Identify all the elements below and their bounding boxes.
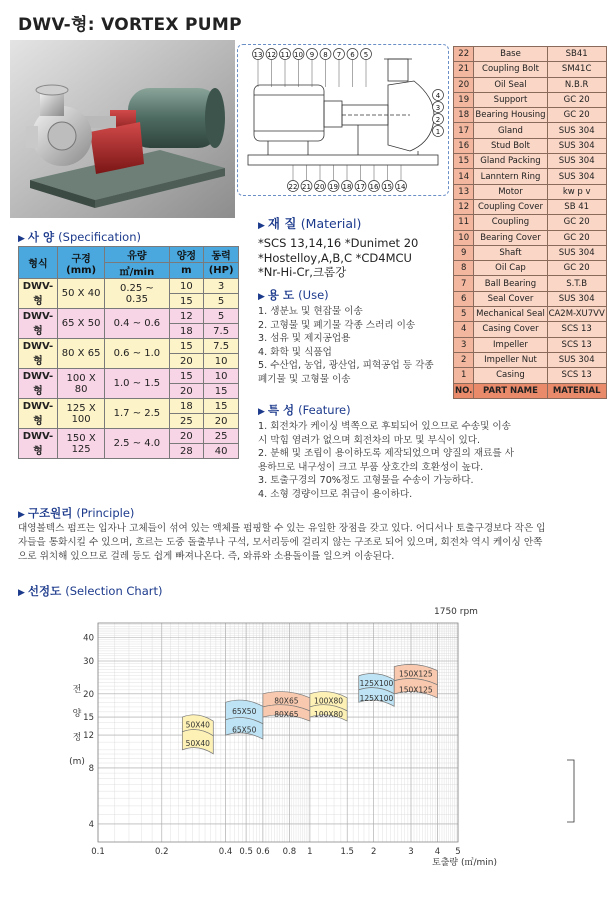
selection-heading-ko: 선정도 <box>27 584 62 598</box>
part-no: 3 <box>454 337 474 352</box>
parts-row <box>454 291 607 306</box>
callout-number: 20 <box>315 182 325 191</box>
y-label-part: (m) <box>69 757 85 767</box>
spec-table <box>18 246 239 459</box>
spec-model-cell: DWV-형 <box>19 339 58 369</box>
spec-power-cell: 7.5 <box>204 324 239 339</box>
pump-illustration <box>10 40 235 218</box>
x-tick-label: 2 <box>370 847 377 857</box>
part-no: 16 <box>454 138 474 153</box>
parts-row <box>454 138 607 153</box>
callout-number: 18 <box>342 182 352 191</box>
x-tick-label: 3 <box>408 847 414 857</box>
part-name: Gland Packing <box>474 154 547 169</box>
callout-number: 2 <box>435 115 441 124</box>
chart-x-ticks <box>91 847 460 857</box>
parts-row <box>454 322 607 337</box>
feature-item: 시 막힘 염려가 없으며 회전차의 마모 및 부식이 있다. <box>258 434 481 446</box>
region-label: 80X65 <box>274 696 299 706</box>
parts-row <box>454 123 607 138</box>
part-name: Gland <box>474 123 547 138</box>
spec-heading-ko: 사 양 <box>27 230 55 244</box>
callout-number: 21 <box>302 182 311 191</box>
spec-col-model: 형식 <box>19 247 58 279</box>
spec-model-cell: DWV-형 <box>19 429 58 459</box>
parts-row <box>454 77 607 92</box>
region-label: 125X100 <box>359 694 394 704</box>
material-list <box>258 236 418 280</box>
parts-row <box>454 215 607 230</box>
parts-header-no: NO. <box>454 383 474 398</box>
parts-row <box>454 169 607 184</box>
part-name: Mechanical Seal <box>474 307 547 322</box>
callout-number: 5 <box>363 50 369 59</box>
spec-row <box>19 339 239 354</box>
material-item: *Nr-Hi-Cr,크롬강 <box>258 265 347 279</box>
feature-heading <box>258 402 351 418</box>
region-label: 150X125 <box>398 669 433 679</box>
use-item: 폐기물 및 고형물 이송 <box>258 373 351 385</box>
y-label-part: 전 <box>72 685 82 695</box>
use-item: 3. 섬유 및 제지공업용 <box>258 333 351 344</box>
part-no: 12 <box>454 199 474 214</box>
spec-row <box>19 369 239 384</box>
triangle-bullet-icon: ▶ <box>18 234 25 244</box>
part-material: SB41 <box>547 47 606 62</box>
spec-head-cell: 18 <box>169 399 204 414</box>
triangle-bullet-icon: ▶ <box>258 292 265 302</box>
part-no: 17 <box>454 123 474 138</box>
x-tick-label: 0.5 <box>239 847 253 857</box>
triangle-bullet-icon: ▶ <box>18 510 25 520</box>
region-label: 65X50 <box>232 725 257 735</box>
part-material: SUS 304 <box>547 138 606 153</box>
callout-number: 3 <box>435 103 441 112</box>
top-callouts <box>253 49 372 88</box>
callout-number: 13 <box>253 50 263 59</box>
parts-row <box>454 47 607 62</box>
part-no: 20 <box>454 77 474 92</box>
y-tick-label: 40 <box>83 633 94 644</box>
part-material: GC 20 <box>547 215 606 230</box>
material-item: *Hostelloy,A,B,C *CD4MCU <box>258 250 412 265</box>
part-material: GC 20 <box>547 108 606 123</box>
chart-y-ticks <box>83 634 94 830</box>
parts-row <box>454 184 607 199</box>
parts-row <box>454 92 607 107</box>
callout-number: 11 <box>280 50 290 59</box>
region-label: 65X50 <box>232 707 257 717</box>
part-name: Lanntern Ring <box>474 169 547 184</box>
selection-heading-en: (Selection Chart) <box>65 584 163 598</box>
callout-number: 1 <box>435 127 441 136</box>
part-name: Shaft <box>474 245 547 260</box>
chart-grid-minor <box>98 623 458 842</box>
part-material: kw p v <box>547 184 606 199</box>
feature-heading-ko: 특 성 <box>267 403 295 417</box>
part-material: GC 20 <box>547 92 606 107</box>
chart-rpm-annotation: 1750 rpm <box>434 607 478 617</box>
triangle-bullet-icon: ▶ <box>258 407 265 417</box>
spec-power-cell: 3 <box>204 279 239 294</box>
spec-flow-cell: 1.0 ~ 1.5 <box>105 369 169 399</box>
part-no: 11 <box>454 215 474 230</box>
part-material: SCS 13 <box>547 368 606 383</box>
part-name: Coupling <box>474 215 547 230</box>
spec-heading <box>18 229 141 245</box>
parts-row <box>454 307 607 322</box>
part-no: 14 <box>454 169 474 184</box>
spec-col-head: 양정 <box>169 247 204 263</box>
x-tick-label: 0.4 <box>218 847 233 857</box>
feature-item: 4. 소형 경량이므로 취급이 용이하다. <box>258 488 413 500</box>
spec-model-cell: DWV-형 <box>19 369 58 399</box>
callout-number: 15 <box>383 182 392 191</box>
spec-head-cell: 15 <box>169 369 204 384</box>
principle-line: 으로 위치해 있으므로 걸레 등도 쉽게 빠져나온다. 즉, 와류와 소용돌이를 일으켜 이송된다. <box>18 551 395 562</box>
region-label: 50X40 <box>185 738 210 748</box>
callout-number: 9 <box>309 50 315 59</box>
part-name: Casing Cover <box>474 322 547 337</box>
spec-power-cell: 7.5 <box>204 339 239 354</box>
parts-row <box>454 108 607 123</box>
part-name: Stud Bolt <box>474 138 547 153</box>
part-no: 5 <box>454 307 474 322</box>
part-material: SUS 304 <box>547 245 606 260</box>
x-tick-label: 0.2 <box>155 847 169 857</box>
spec-row <box>19 399 239 414</box>
part-material: CA2M-XU7VV <box>547 307 606 322</box>
bottom-callouts <box>288 165 407 192</box>
spec-col-bore: 구경(mm) <box>57 247 104 279</box>
part-material: GC 20 <box>547 261 606 276</box>
part-name: Bearing Housing <box>474 108 547 123</box>
use-item: 2. 고형물 및 폐기물 각종 스러리 이송 <box>258 319 416 331</box>
parts-row <box>454 352 607 367</box>
parts-row <box>454 368 607 383</box>
part-name: Bearing Cover <box>474 230 547 245</box>
principle-heading <box>18 505 134 521</box>
part-material: SUS 304 <box>547 154 606 169</box>
spec-head-cell: 20 <box>169 384 204 399</box>
spec-flow-cell: 0.6 ~ 1.0 <box>105 339 169 369</box>
parts-row <box>454 261 607 276</box>
principle-text <box>18 522 584 564</box>
parts-header-row <box>454 383 607 398</box>
spec-col-flow: 유량 <box>105 247 169 263</box>
feature-item: 1. 회전차가 케이싱 벽쪽으로 후퇴되어 있으므로 수송및 이송 <box>258 421 511 432</box>
spec-bore-cell: 65 X 50 <box>57 309 104 339</box>
feature-list <box>258 420 514 501</box>
spec-heading-en: (Specification) <box>58 230 141 244</box>
part-name: Casing <box>474 368 547 383</box>
spec-model-cell: DWV-형 <box>19 399 58 429</box>
spec-col-power: 동력 <box>204 247 239 263</box>
part-material: SCS 13 <box>547 337 606 352</box>
y-tick-label: 8 <box>88 763 94 774</box>
use-list <box>258 305 434 386</box>
parts-row <box>454 230 607 245</box>
use-heading <box>258 287 329 303</box>
part-no: 19 <box>454 92 474 107</box>
spec-power-cell: 10 <box>204 369 239 384</box>
parts-row <box>454 337 607 352</box>
part-material: SCS 13 <box>547 322 606 337</box>
part-name: Support <box>474 92 547 107</box>
y-tick-label: 30 <box>83 657 94 668</box>
parts-row <box>454 62 607 77</box>
part-material: SUS 304 <box>547 352 606 367</box>
part-material: SUS 304 <box>547 291 606 306</box>
region-label: 80X65 <box>274 710 299 720</box>
y-tick-label: 4 <box>88 819 94 830</box>
material-heading-en: (Material) <box>300 216 362 231</box>
x-tick-label: 1.5 <box>340 847 354 857</box>
callout-number: 14 <box>396 182 406 191</box>
part-name: Base <box>474 47 547 62</box>
sectional-drawing <box>238 45 450 197</box>
part-material: GC 20 <box>547 230 606 245</box>
spec-head-cell: 28 <box>169 444 204 459</box>
spec-power-cell: 15 <box>204 399 239 414</box>
part-no: 13 <box>454 184 474 199</box>
region-label: 150X125 <box>398 685 433 695</box>
page-title: DWV-형: VORTEX PUMP <box>18 15 242 35</box>
y-tick-label: 15 <box>83 713 94 724</box>
part-no: 21 <box>454 62 474 77</box>
spec-power-cell: 10 <box>204 354 239 369</box>
part-no: 4 <box>454 322 474 337</box>
part-material: SM41C <box>547 62 606 77</box>
part-material: SUS 304 <box>547 123 606 138</box>
spec-head-cell: 25 <box>169 414 204 429</box>
spec-head-cell: 15 <box>169 339 204 354</box>
spec-flow-cell: 1.7 ~ 2.5 <box>105 399 169 429</box>
parts-table <box>453 46 607 399</box>
part-no: 9 <box>454 245 474 260</box>
part-no: 18 <box>454 108 474 123</box>
region-label: 100X80 <box>314 710 344 720</box>
spec-head-cell: 20 <box>169 429 204 444</box>
part-material: SB 41 <box>547 199 606 214</box>
parts-row <box>454 245 607 260</box>
part-name: Coupling Cover <box>474 199 547 214</box>
spec-model-cell: DWV-형 <box>19 279 58 309</box>
spec-head-cell: 10 <box>169 279 204 294</box>
spec-unit-power: (HP) <box>204 263 239 279</box>
feature-item: 3. 토출구경의 70%정도 고형물을 수송이 가능하다. <box>258 475 474 486</box>
y-tick-label: 20 <box>83 689 94 700</box>
spec-flow-cell: 0.4 ~ 0.6 <box>105 309 169 339</box>
spec-bore-cell: 50 X 40 <box>57 279 104 309</box>
parts-header-material: MATERIAL <box>547 383 606 398</box>
chart-x-label: 토출량 (㎥/min) <box>432 858 497 868</box>
y-tick-label: 12 <box>83 731 94 742</box>
spec-head-cell: 20 <box>169 354 204 369</box>
material-heading-ko: 재 질 <box>267 216 297 231</box>
spec-unit-flow: ㎥/min <box>105 263 169 279</box>
callout-number: 16 <box>369 182 379 191</box>
part-name: Coupling Bolt <box>474 62 547 77</box>
part-material: S.T.B <box>547 276 606 291</box>
spec-bore-cell: 125 X 100 <box>57 399 104 429</box>
principle-line: 자들을 통화시킬 수 있으며, 흐르는 도중 돌출부나 구석, 모서리등에 걸리지 않는 구조로 되어 있으며, 회전차 역시 케이싱 안쪽 <box>18 537 543 548</box>
chart-bracket <box>567 760 574 822</box>
pump-photo <box>10 40 235 218</box>
use-item: 5. 수산업, 농업, 광산업, 피혁공업 등 각종 <box>258 360 434 371</box>
principle-line: 대영볼텍스 펌프는 입자나 고체들이 섞여 있는 액체를 펌핑할 수 있는 유일한 장점을 갖고 있다. 어디서나 토출구경보다 작은 입 <box>18 523 546 534</box>
part-name: Oil Seal <box>474 77 547 92</box>
part-material: SUS 304 <box>547 169 606 184</box>
spec-power-cell: 5 <box>204 294 239 309</box>
sectional-diagram <box>237 44 449 196</box>
region-label: 100X80 <box>314 696 344 706</box>
part-name: Impeller <box>474 337 547 352</box>
part-name: Impeller Nut <box>474 352 547 367</box>
part-no: 8 <box>454 261 474 276</box>
x-tick-label: 4 <box>434 847 441 857</box>
triangle-bullet-icon: ▶ <box>258 221 265 231</box>
feature-heading-en: (Feature) <box>298 403 351 417</box>
parts-row <box>454 154 607 169</box>
use-item: 4. 화학 및 식품업 <box>258 346 332 358</box>
y-label-part: 양 <box>72 709 82 719</box>
spec-power-cell: 25 <box>204 429 239 444</box>
parts-row <box>454 276 607 291</box>
spec-flow-cell: 0.25 ~ 0.35 <box>105 279 169 309</box>
region-label: 125X100 <box>359 678 394 688</box>
x-tick-label: 1 <box>307 847 313 857</box>
material-heading <box>258 214 361 232</box>
part-no: 1 <box>454 368 474 383</box>
callout-number: 22 <box>288 182 298 191</box>
spec-power-cell: 5 <box>204 309 239 324</box>
principle-heading-en: (Principle) <box>76 506 135 520</box>
x-tick-label: 0.8 <box>282 847 297 857</box>
callout-number: 4 <box>435 91 441 100</box>
callout-number: 17 <box>356 182 365 191</box>
spec-head-cell: 15 <box>169 294 204 309</box>
x-tick-label: 0.6 <box>256 847 270 857</box>
part-no: 22 <box>454 47 474 62</box>
spec-bore-cell: 150 X 125 <box>57 429 104 459</box>
selection-chart <box>0 600 597 870</box>
spec-power-cell: 20 <box>204 414 239 429</box>
x-tick-label: 0.1 <box>91 847 105 857</box>
spec-flow-cell: 2.5 ~ 4.0 <box>105 429 169 459</box>
feature-item: 용하므로 내구성이 크고 부품 상호간의 호환성이 높다. <box>258 461 484 473</box>
callout-number: 12 <box>267 50 276 59</box>
callout-number: 8 <box>323 50 328 59</box>
part-name: Oil Cap <box>474 261 547 276</box>
spec-bore-cell: 100 X 80 <box>57 369 104 399</box>
use-item: 1. 생분뇨 및 현잡물 이송 <box>258 306 363 317</box>
callout-number: 10 <box>294 50 303 59</box>
spec-row <box>19 309 239 324</box>
selection-heading <box>18 583 163 599</box>
part-no: 7 <box>454 276 474 291</box>
part-no: 15 <box>454 154 474 169</box>
callout-number: 7 <box>336 50 342 59</box>
x-tick-label: 5 <box>455 847 461 857</box>
part-no: 6 <box>454 291 474 306</box>
spec-bore-cell: 80 X 65 <box>57 339 104 369</box>
spec-head-cell: 12 <box>169 309 204 324</box>
parts-row <box>454 199 607 214</box>
part-name: Ball Bearing <box>474 276 547 291</box>
parts-header-name: PART NAME <box>474 383 547 398</box>
principle-heading-ko: 구조원리 <box>27 506 73 520</box>
region-label: 50X40 <box>185 720 210 730</box>
triangle-bullet-icon: ▶ <box>18 588 25 598</box>
part-material: N.B.R <box>547 77 606 92</box>
use-heading-ko: 용 도 <box>267 288 295 302</box>
part-name: Motor <box>474 184 547 199</box>
callout-number: 19 <box>329 182 338 191</box>
spec-unit-head: m <box>169 263 204 279</box>
spec-model-cell: DWV-형 <box>19 309 58 339</box>
part-name: Seal Cover <box>474 291 547 306</box>
spec-power-cell: 40 <box>204 444 239 459</box>
spec-row <box>19 279 239 294</box>
spec-row <box>19 429 239 444</box>
part-no: 10 <box>454 230 474 245</box>
spec-power-cell: 15 <box>204 384 239 399</box>
spec-head-cell: 18 <box>169 324 204 339</box>
feature-item: 2. 분해 및 조립이 용이하도록 제작되었으며 양질의 재료를 사 <box>258 448 514 459</box>
callout-number: 6 <box>350 50 355 59</box>
part-no: 2 <box>454 352 474 367</box>
use-heading-en: (Use) <box>298 288 329 302</box>
y-label-part: 정 <box>72 733 82 743</box>
material-item: *SCS 13,14,16 *Dunimet 20 <box>258 236 419 250</box>
